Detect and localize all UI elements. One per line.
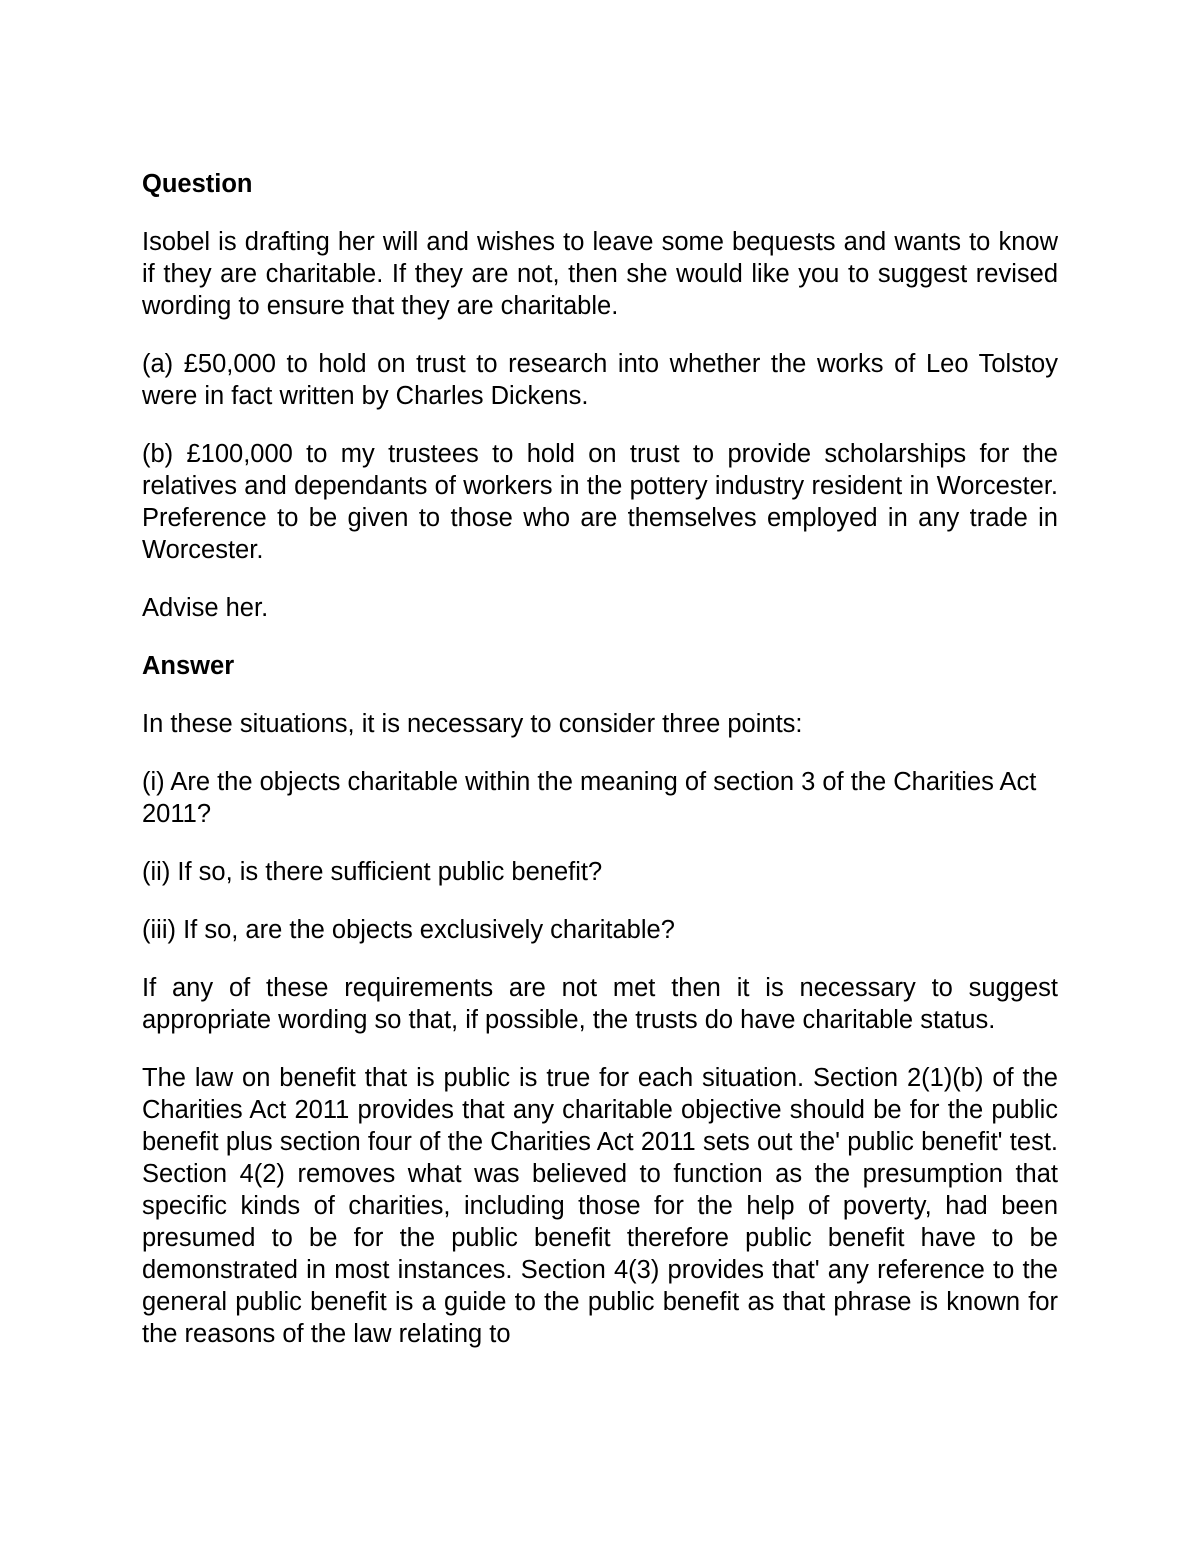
question-closing: Advise her. (142, 594, 269, 622)
document-page (142, 168, 1058, 1376)
answer-heading: Answer (142, 652, 235, 680)
answer-law-paragraph: The law on benefit that is public is true for each situation. Section 2(1)(b) of the Charities Act 2011 provides that any charitable objective should be for the public benefit plus section four of the Charities Act 2011 sets out the' public benefit' test. Section 4(2) removes what was believed to function as the presumption that specific kinds of charities, including those for the help of poverty, had been presumed to be for the public benefit therefore public benefit have to be demonstrated in most instances. Section 4(3) provides that' any reference to the general public benefit is a guide to the public benefit as that phrase is known for the reasons of the law relating to (142, 1064, 1058, 1348)
answer-point-ii: (ii) If so, is there sufficient public benefit? (142, 858, 603, 886)
question-heading: Question (142, 170, 253, 198)
answer-intro: In these situations, it is necessary to consider three points: (142, 710, 803, 738)
question-item-b: (b) £100,000 to my trustees to hold on trust to provide scholarships for the relatives and dependants of workers in the pottery industry resident in Worcester. Preference to be given to those who are themselves employed in any trade in Worcester. (142, 440, 1058, 564)
question-intro: Isobel is drafting her will and wishes to leave some bequests and wants to know if they are charitable. If they are not, then she would like you to suggest revised wording to ensure that they are charitable. (142, 228, 1058, 320)
answer-requirements: If any of these requirements are not met then it is necessary to suggest appropriate wording so that, if possible, the trusts do have charitable status. (142, 974, 1058, 1034)
answer-point-iii: (iii) If so, are the objects exclusively charitable? (142, 916, 675, 944)
answer-point-i: (i) Are the objects charitable within the meaning of section 3 of the Charities Act 2011? (142, 768, 1037, 828)
question-item-a: (a) £50,000 to hold on trust to research into whether the works of Leo Tolstoy were in fact written by Charles Dickens. (142, 350, 1058, 410)
